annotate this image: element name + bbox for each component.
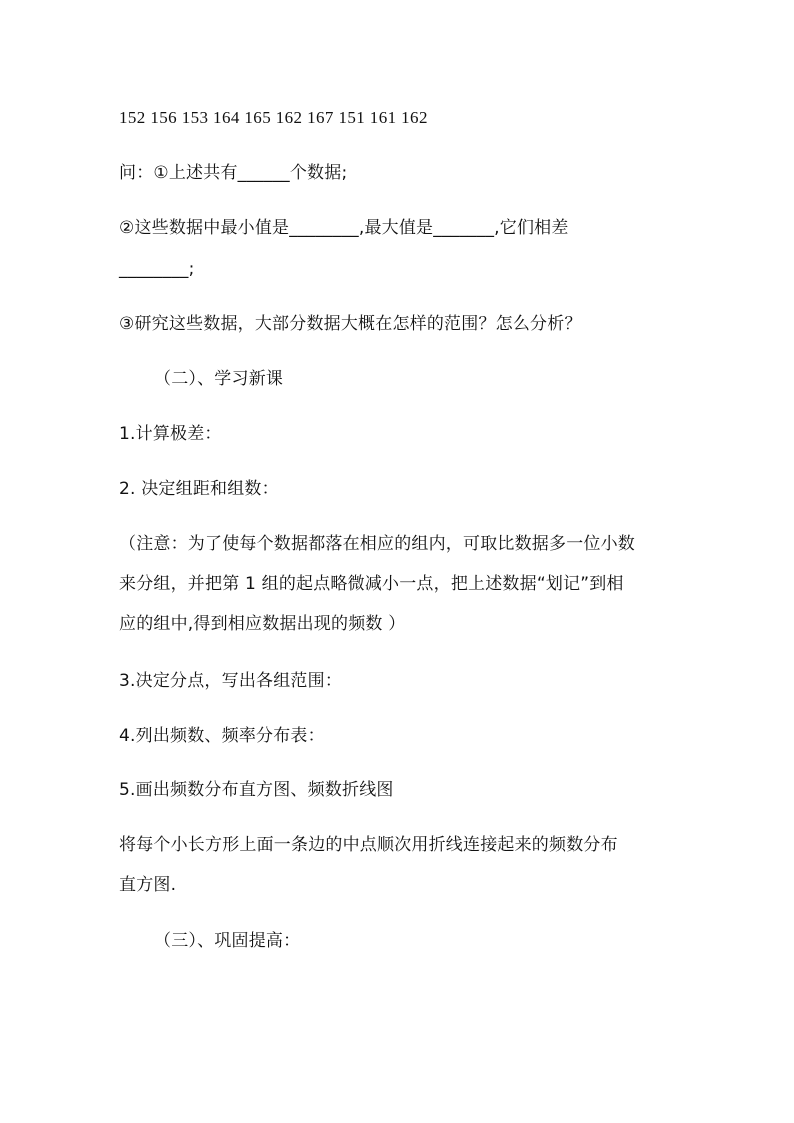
note-line-3: 应的组中,得到相应数据出现的频数 ） [119,614,406,634]
description-line-2: 直方图. [119,875,177,895]
section-3-heading: （三）、巩固提高： [154,931,301,951]
note-line-1: （注意：为了使每个数据都落在相应的组内，可取比数据多一位小数 [119,534,635,554]
section-2-heading: （二）、学习新课 [154,369,284,389]
data-values-row: 152 156 153 164 165 162 167 151 161 162 [119,108,428,127]
step-5: 5.画出频数分布直方图、频数折线图 [119,780,394,800]
step-2: 2. 决定组距和组数： [119,479,279,499]
question-3: ③研究这些数据，大部分数据大概在怎样的范围？怎么分析？ [119,314,582,334]
question-2-line-2: ________; [119,259,195,279]
step-1: 1.计算极差： [119,424,222,444]
description-line-1: 将每个小长方形上面一条边的中点顺次用折线连接起来的频数分布 [119,835,618,855]
question-2-line-1: ②这些数据中最小值是________,最大值是_______,它们相差 [119,218,569,238]
note-line-2: 来分组，并把第 1 组的起点略微减小一点，把上述数据“划记”到相 [119,574,624,594]
step-4: 4.列出频数、频率分布表： [119,726,325,746]
step-3: 3.决定分点，写出各组范围： [119,671,343,691]
question-1: 问：①上述共有______个数据; [119,163,348,183]
